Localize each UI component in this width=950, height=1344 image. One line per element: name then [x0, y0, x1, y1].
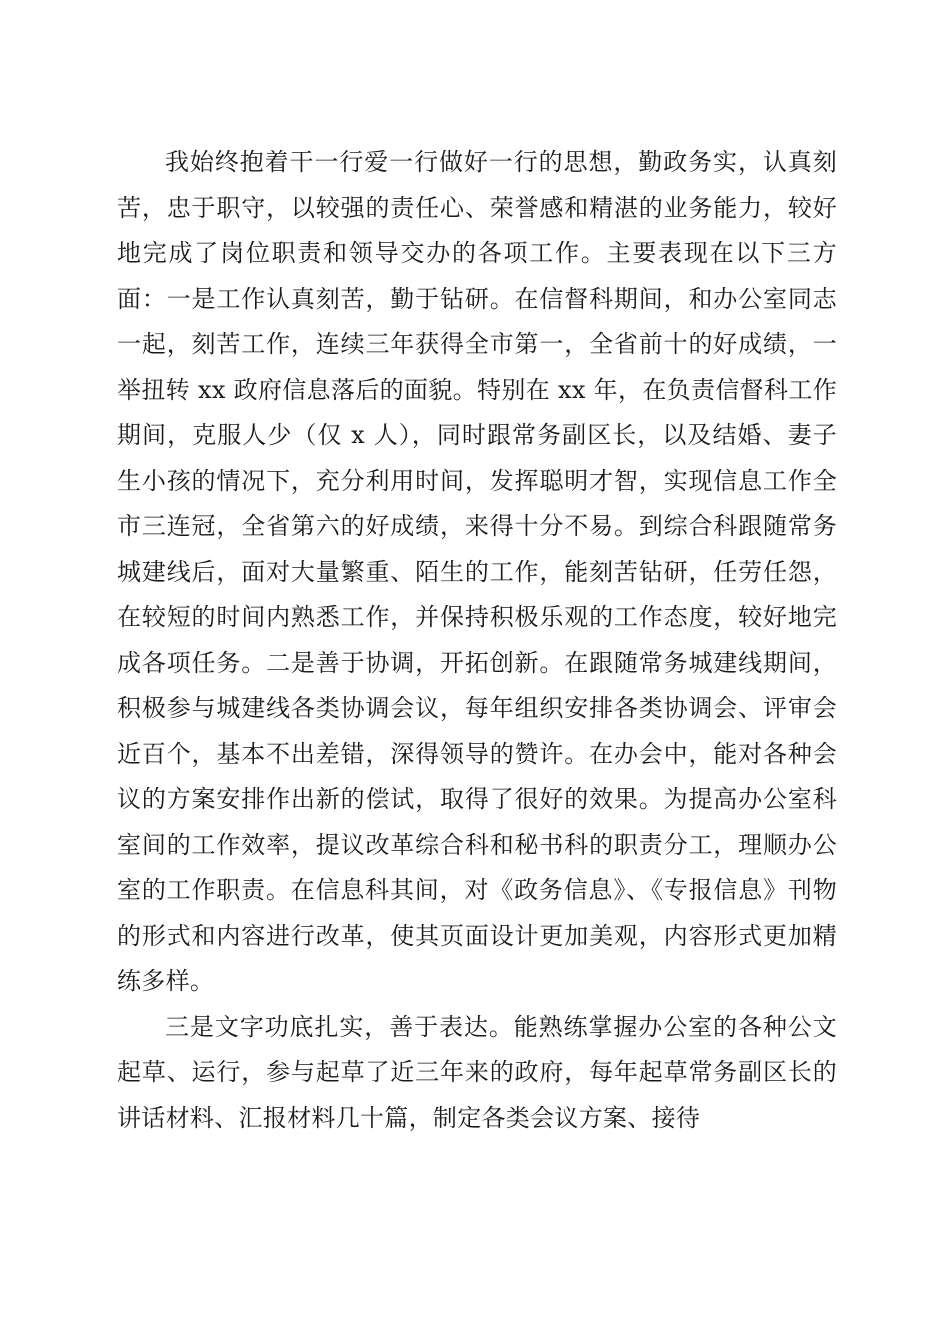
paragraph-2: 三是文字功底扎实，善于表达。能熟练掌握办公室的各种公文起草、运行，参与起草了近三年来的政府，每年起草常务副区长的讲话材料、汇报材料几十篇，制定各类会议方案、接待 — [117, 1012, 837, 1132]
document-body — [117, 140, 837, 1141]
paragraph-1: 我始终抱着干一行爱一行做好一行的思想，勤政务实，认真刻苦，忠于职守，以较强的责任心、荣誉感和精湛的业务能力，较好地完成了岗位职责和领导交办的各项工作。主要表现在以下三方面：一是工作认真刻苦，勤于钻研。在信督科期间，和办公室同志一起，刻苦工作，连续三年获得全市第一，全省前十的好成绩，一举扭转 xx 政府信息落后的面貌。特别在 xx 年，在负责信督科工作期间，克服人少（仅 x 人），同时跟常务副区长，以及结婚、妻子生小孩的情况下，充分利用时间，发挥聪明才智，实现信息工作全市三连冠，全省第六的好成绩，来得十分不易。到综合科跟随常务城建线后，面对大量繁重、陌生的工作，能刻苦钻研，任劳任怨，在较短的时间内熟悉工作，并保持积极乐观的工作态度，较好地完成各项任务。二是善于协调，开拓创新。在跟随常务城建线期间，积极参与城建线各类协调会议，每年组织安排各类协调会、评审会近百个，基本不出差错，深得领导的赞许。在办会中，能对各种会议的方案安排作出新的偿试，取得了很好的效果。为提高办公室科室间的工作效率，提议改革综合科和秘书科的职责分工，理顺办公室的工作职责。在信息科其间，对《政务信息》、《专报信息》刊物的形式和内容进行改革，使其页面设计更加美观，内容形式更加精练多样。 — [117, 148, 837, 995]
